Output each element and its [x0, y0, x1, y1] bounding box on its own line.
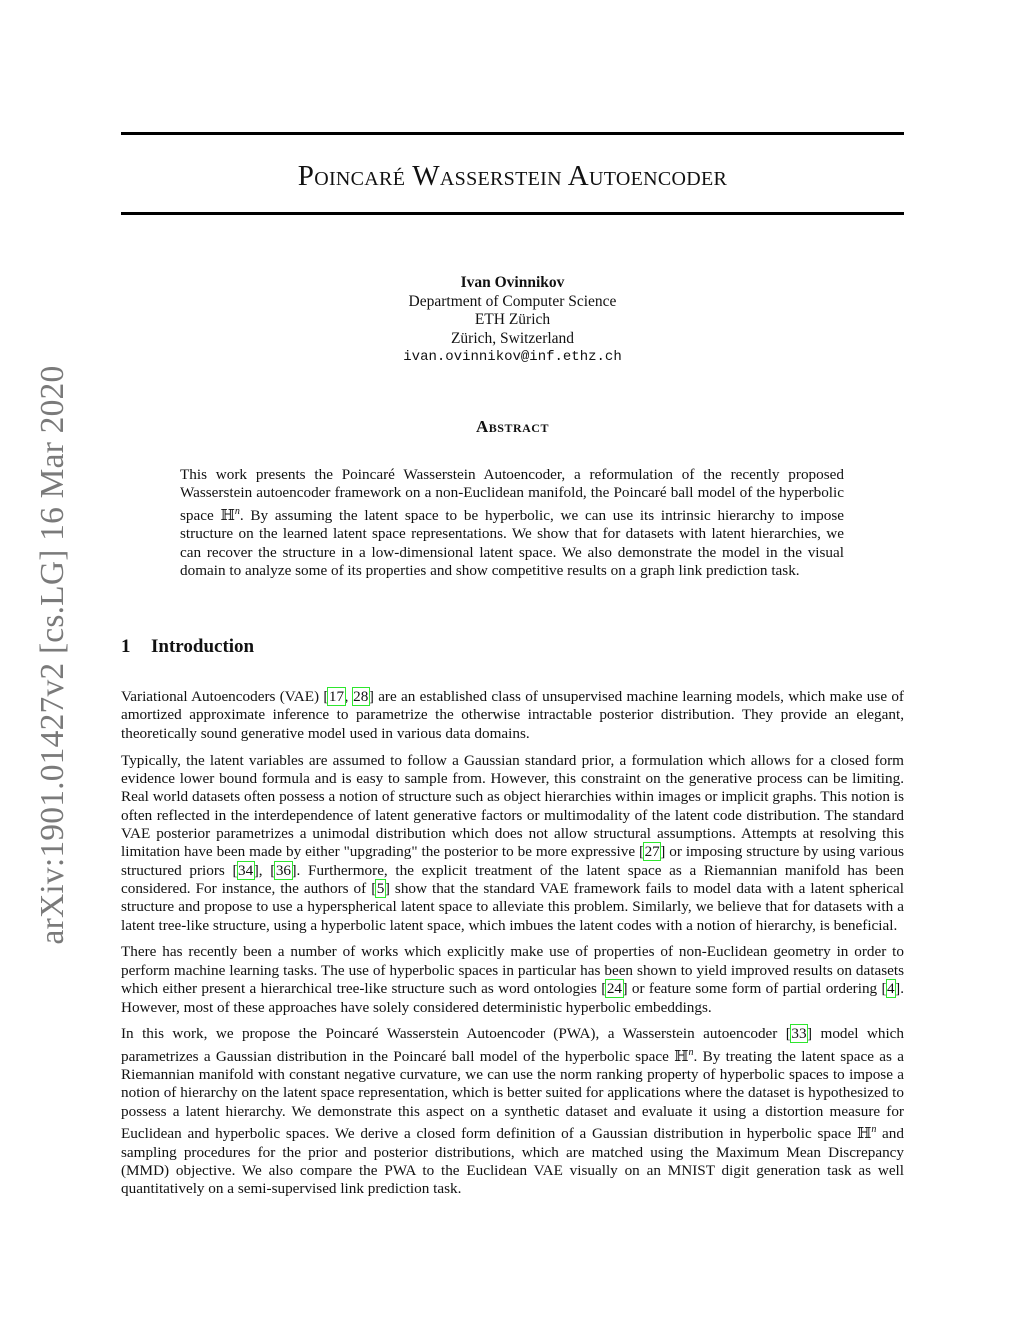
- text-run: ], [: [253, 861, 276, 879]
- math-symbol: ℍ: [674, 1047, 689, 1065]
- section-number: 1: [121, 636, 131, 657]
- citation-link[interactable]: 36: [275, 861, 291, 879]
- text-run: ] are an established class of unsupervised machine learning models, which make use of amortized approximate inference to parametrize the otherwise intractable posterior distribution. They provide an elegant, theoretically sound generative model used in various data domains.: [121, 688, 904, 742]
- paragraph: [121, 1025, 904, 1198]
- math-superscript: n: [234, 505, 240, 517]
- text-run: ] or feature some form of partial ordering [: [622, 980, 887, 998]
- abstract-text-part: . By assuming the latent space to be hyperbolic, we can use its intrinsic hierarchy to impose structure on the learned latent space representations. We show that for datasets with latent hierarchies, we can recover the structure in a low-dimensional latent space. We also demonstrate the model in the visual domain to analyze some of its properties and show competitive results on a graph link prediction task.: [180, 506, 845, 580]
- author-block: [121, 274, 904, 367]
- citation-link[interactable]: 4: [887, 980, 895, 998]
- title-rule-top: [121, 132, 904, 135]
- author-institution: ETH Zürich: [474, 311, 551, 328]
- body-text: [121, 688, 904, 1207]
- text-run: . By treating the latent space as a Riemannian manifold with constant negative curvature, we can use the norm ranking property of hyperbolic spaces to impose a notion of hierarchy on the latent space representation, which is better suited for applications where the dataset is hypothesized to possess a latent hierarchy. We demonstrate this aspect on a synthetic dataset and evaluate it using a distortion measure for Euclidean and hyperbolic spaces. We derive a closed form definition of a Gaussian distribution in hyperbolic space: [121, 1047, 904, 1143]
- text-run: ,: [344, 688, 353, 705]
- abstract-heading: Abstract: [476, 417, 549, 436]
- math-hyperbolic-space: [857, 1125, 876, 1142]
- paragraph: [121, 752, 904, 935]
- section-heading: [121, 636, 254, 658]
- section-title: Introduction: [151, 636, 255, 657]
- title-rule-bottom: [121, 212, 904, 215]
- text-run: In this work, we propose the Poincaré Wasserstein Autoencoder (PWA), a Wasserstein autoencoder [: [121, 1025, 791, 1043]
- citation-link[interactable]: 33: [791, 1025, 807, 1043]
- author-email[interactable]: ivan.ovinnikov@inf.ethz.ch: [403, 349, 622, 365]
- arxiv-identifier: arXiv:1901.01427v2 [cs.LG] 16 Mar 2020: [34, 365, 71, 945]
- paragraph: [121, 943, 904, 1016]
- paper-title: Poincaré Wasserstein Autoencoder: [297, 160, 728, 192]
- author-department: Department of Computer Science: [408, 292, 617, 310]
- citation-link[interactable]: 17: [328, 688, 345, 705]
- math-superscript: n: [871, 1124, 877, 1136]
- citation-link[interactable]: 27: [644, 843, 660, 861]
- text-run: and sampling procedures for the prior and posterior distributions, which are matched using the Maximum Mean Discrepancy (MMD) objective. We also compare the PWA to the Euclidean VAE visually on an MNIST digit generation task as well quantitatively on a semi-supervised link prediction task.: [121, 1125, 904, 1198]
- math-hyperbolic-space: [674, 1048, 693, 1065]
- text-run: ] show that the standard VAE framework fails to model data with a latent spherical structure and propose to use a hyperspherical latent space to alleviate this problem. Similarly, we believe that for datasets with a latent tree-like structure, using a hyperbolic latent space, which imbues the latent codes with a notion of hierarchy, is beneficial.: [121, 879, 904, 934]
- text-run: ]. However, most of these approaches have solely considered deterministic hyperbolic embeddings.: [121, 980, 904, 1016]
- author-name: Ivan Ovinnikov: [460, 274, 565, 291]
- citation-link[interactable]: 34: [238, 861, 254, 879]
- text-run: Variational Autoencoders (VAE) [: [121, 688, 329, 705]
- text-run: There has recently been a number of works which explicitly make use of properties of non-Euclidean geometry in order to perform machine learning tasks. The use of hyperbolic spaces in particular has been shown to yield improved results on datasets which either present a hierarchical tree-like structure such as word ontologies [: [121, 943, 904, 998]
- author-location: Zürich, Switzerland: [450, 329, 575, 347]
- text-run: Typically, the latent variables are assumed to follow a Gaussian standard prior, a formulation which allows for a closed form evidence lower bound formula and is easy to sample from. However, this constraint on the generative process can be limiting. Real world datasets often possess a notion of structure such as object hierarchies within images or implicit graphs. This notion is often reflected in the interdependence of latent generative factors or multimodality of the latent code distribution. The standard VAE posterior parametrizes a unimodal distribution which does not allow structural assumptions. Attempts at resolving this limitation have been made by either "upgrading" the posterior to be more expressive [: [121, 751, 904, 861]
- citation-link[interactable]: 5: [376, 879, 385, 897]
- text-run: ] model which parametrizes a Gaussian distribution in the Poincaré ball model of the hyperbolic space: [121, 1025, 904, 1065]
- math-symbol: ℍ: [856, 1125, 872, 1143]
- citation-link[interactable]: 28: [353, 688, 369, 705]
- abstract-text-part: This work presents the Poincaré Wasserstein Autoencoder, a reformulation of the recently proposed Wasserstein autoencoder framework on a non-Euclidean manifold, the Poincaré ball model of the hyperbolic space: [180, 466, 844, 524]
- math-hyperbolic-space: [221, 507, 240, 524]
- citation-link[interactable]: 24: [606, 980, 623, 998]
- math-superscript: n: [688, 1046, 694, 1058]
- text-run: ] or imposing structure by using various structured priors [: [121, 843, 904, 879]
- text-run: ]. Furthermore, the explicit treatment of the latent space as a Riemannian manifold has been considered. For instance, the authors of [: [121, 861, 904, 897]
- math-symbol: ℍ: [220, 506, 235, 524]
- abstract-text: [180, 466, 844, 581]
- paragraph: [121, 688, 904, 743]
